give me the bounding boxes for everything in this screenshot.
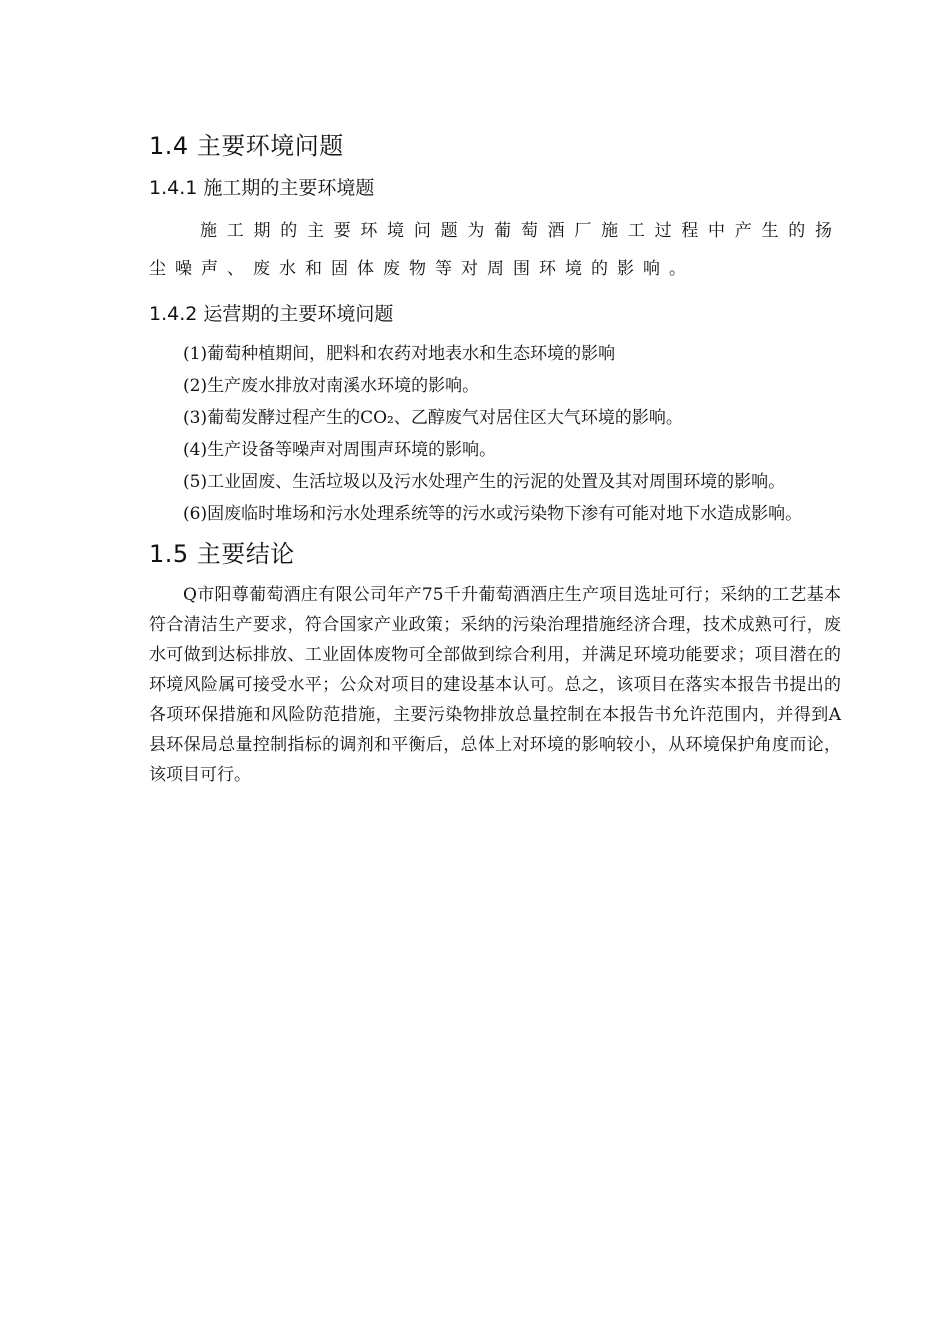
- list-item-1: (1)葡萄种植期间，肥料和农药对地表水和生态环境的影响: [183, 344, 616, 364]
- section-1-5-heading: 1.5 主要结论: [149, 540, 295, 568]
- list-item-6: (6)固废临时堆场和污水处理系统等的污水或污染物下渗有可能对地下水造成影响。: [183, 504, 803, 524]
- list-item-2: (2)生产废水排放对南溪水环境的影响。: [183, 376, 480, 396]
- list-item-4: (4)生产设备等噪声对周围声环境的影响。: [183, 440, 497, 460]
- list-item-5: (5)工业固废、生活垃圾以及污水处理产生的污泥的处置及其对周围环境的影响。: [183, 472, 786, 492]
- conclusion-paragraph: Q市阳尊葡萄酒庄有限公司年产75千升葡萄酒酒庄生产项目选址可行；采纳的工艺基本符合清洁生产要求，符合国家产业政策；采纳的污染治理措施经济合理，技术成熟可行，废水可做到达标排放、工业固体废物可全部做到综合利用，并满足环境功能要求；项目潜在的环境风险属可接受水平；公众对项目的建设基本认可。总之，该项目在落实本报告书提出的各项环保措施和风险防范措施，主要污染物排放总量控制在本报告书允许范围内，并得到A县环保局总量控制指标的调剂和平衡后，总体上对环境的影响较小，从环境保护角度而论，该项目可行。: [149, 585, 841, 785]
- list-item-3: (3)葡萄发酵过程产生的CO₂、乙醇废气对居住区大气环境的影响。: [183, 408, 683, 428]
- section-1-4-2-heading: 1.4.2 运营期的主要环境问题: [149, 303, 394, 325]
- construction-period-paragraph: 施工期的主要环境问题为葡萄酒厂施工过程中产生的扬尘噪声、废水和固体废物等对周围环境的影响。: [149, 221, 841, 279]
- section-1-4-heading: 1.4 主要环境问题: [149, 132, 344, 160]
- section-1-4-1-heading: 1.4.1 施工期的主要环境题: [149, 177, 375, 199]
- document-page: [149, 126, 841, 790]
